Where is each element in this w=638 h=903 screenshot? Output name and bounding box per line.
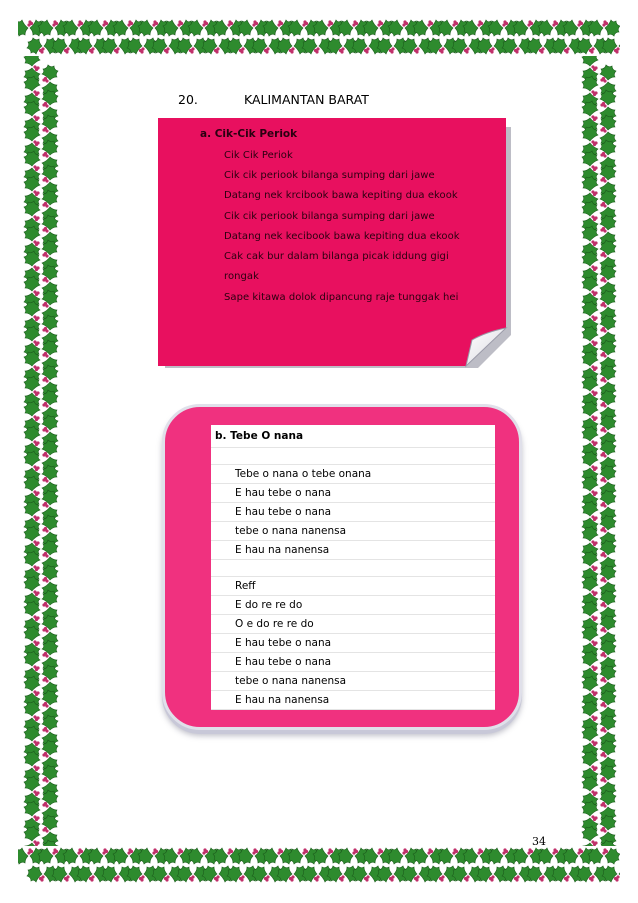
table-row: E hau tebe o nana <box>211 634 495 653</box>
table-row: E hau tebe o nana <box>211 653 495 672</box>
table-row: E hau na nanensa <box>211 541 495 560</box>
table-row <box>211 448 495 465</box>
song-a-line: Cik cik periook bilanga sumping dari jawe <box>224 170 435 181</box>
song-a-line: Cak cak bur dalam bilanga picak iddung gigi <box>224 251 449 262</box>
page-number: 34 <box>532 835 546 848</box>
song-a-line: Datang nek kecibook bawa kepiting dua ekook <box>224 231 460 242</box>
table-row: O e do re re do <box>211 615 495 634</box>
holly-border-bottom <box>18 842 620 888</box>
table-row: E hau tebe o nana <box>211 484 495 503</box>
holly-strip-svg <box>18 56 64 846</box>
holly-strip-svg <box>576 56 622 846</box>
song-b-title: b. Tebe O nana <box>211 425 495 448</box>
table-row: E do re re do <box>211 596 495 615</box>
song-a-line: Cik Cik Periok <box>224 150 293 161</box>
rounded-box-song-b <box>162 404 522 730</box>
table-row: Tebe o nana o tebe onana <box>211 465 495 484</box>
song-a-line: Sape kitawa dolok dipancung raje tunggak hei <box>224 292 459 303</box>
section-number: 20. <box>178 92 198 107</box>
song-a-line: rongak <box>224 271 259 282</box>
holly-border-right <box>576 56 622 846</box>
song-a-line: Cik cik periook bilanga sumping dari jawe <box>224 211 435 222</box>
table-row: E hau tebe o nana <box>211 503 495 522</box>
table-row: Reff <box>211 577 495 596</box>
table-row: tebe o nana nanensa <box>211 672 495 691</box>
table-row: tebe o nana nanensa <box>211 522 495 541</box>
table-row: E hau na nanensa <box>211 691 495 710</box>
lyrics-table <box>211 425 495 710</box>
song-a-line: Datang nek krcibook bawa kepiting dua ekook <box>224 190 458 201</box>
holly-border-left <box>18 56 64 846</box>
section-title: KALIMANTAN BARAT <box>244 92 369 107</box>
holly-strip-svg <box>18 842 620 888</box>
song-a-title: a. Cik-Cik Periok <box>200 128 298 140</box>
holly-leaf-icon <box>588 848 620 864</box>
sticky-note-shape <box>158 118 512 368</box>
table-row <box>211 560 495 577</box>
holly-leaf-icon <box>588 20 620 36</box>
holly-strip-svg <box>18 14 620 60</box>
sticky-note-song-a <box>158 118 512 368</box>
holly-border-top <box>18 14 620 60</box>
